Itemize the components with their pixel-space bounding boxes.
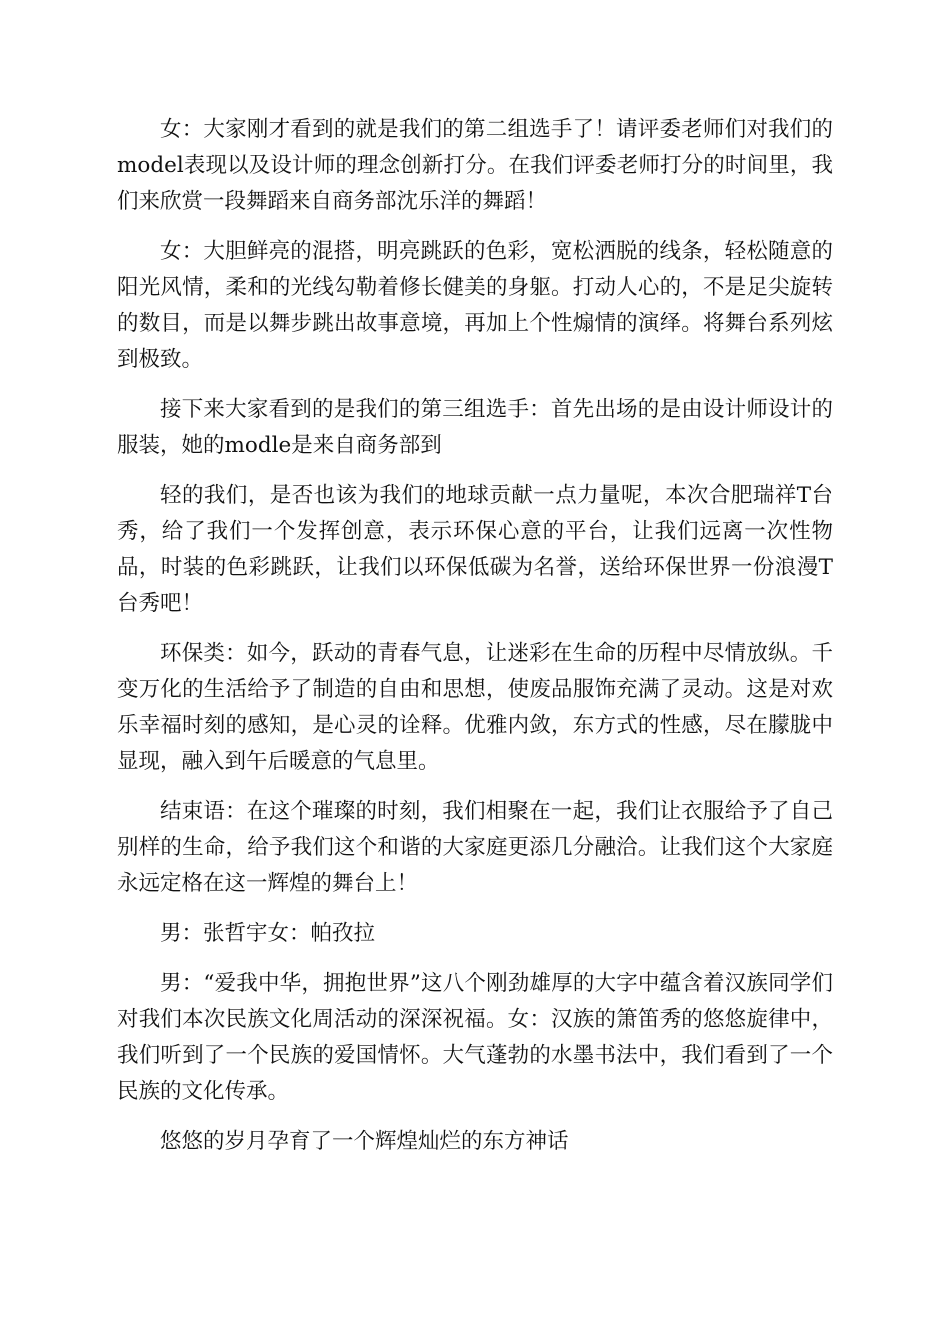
paragraph: 轻的我们，是否也该为我们的地球贡献一点力量呢，本次合肥瑞祥T台秀，给了我们一个发挥创意，表示环保心意的平台，让我们远离一次性物品，时装的色彩跳跃，让我们以环保低碳为名誉，送给环保世界一份浪漫T台秀吧！: [117, 483, 833, 616]
paragraph: 女：大家刚才看到的就是我们的第二组选手了！请评委老师们对我们的model表现以及设计师的理念创新打分。在我们评委老师打分的时间里，我们来欣赏一段舞蹈来自商务部沈乐洋的舞蹈！: [117, 117, 833, 214]
paragraph: 悠悠的岁月孕育了一个辉煌灿烂的东方神话: [160, 1129, 569, 1154]
paragraph: 接下来大家看到的是我们的第三组选手：首先出场的是由设计师设计的服装，她的modle是来自商务部到: [117, 397, 833, 458]
document-body: [117, 112, 833, 1174]
paragraph: 女：大胆鲜亮的混搭，明亮跳跃的色彩，宽松洒脱的线条，轻松随意的阳光风情，柔和的光线勾勒着修长健美的身躯。打动人心的，不是足尖旋转的数目，而是以舞步跳出故事意境，再加上个性煽情的演绎。将舞台系列炫到极致。: [117, 239, 833, 372]
paragraph: 男：“爱我中华，拥抱世界”这八个刚劲雄厚的大字中蕴含着汉族同学们对我们本次民族文化周活动的深深祝福。女：汉族的箫笛秀的悠悠旋律中，我们听到了一个民族的爱国情怀。大气蓬勃的水墨书法中，我们看到了一个民族的文化传承。: [117, 971, 833, 1104]
paragraph: 环保类：如今，跃动的青春气息，让迷彩在生命的历程中尽情放纵。千变万化的生活给予了制造的自由和思想，使废品服饰充满了灵动。这是对欢乐幸福时刻的感知，是心灵的诠释。优雅内敛，东方式的性感，尽在朦胧中显现，融入到午后暖意的气息里。: [117, 641, 833, 774]
paragraph: 结束语：在这个璀璨的时刻，我们相聚在一起，我们让衣服给予了自己别样的生命，给予我们这个和谐的大家庭更添几分融洽。让我们这个大家庭永远定格在这一辉煌的舞台上！: [117, 799, 833, 896]
paragraph: 男：张哲宇女：帕孜拉: [160, 921, 376, 946]
